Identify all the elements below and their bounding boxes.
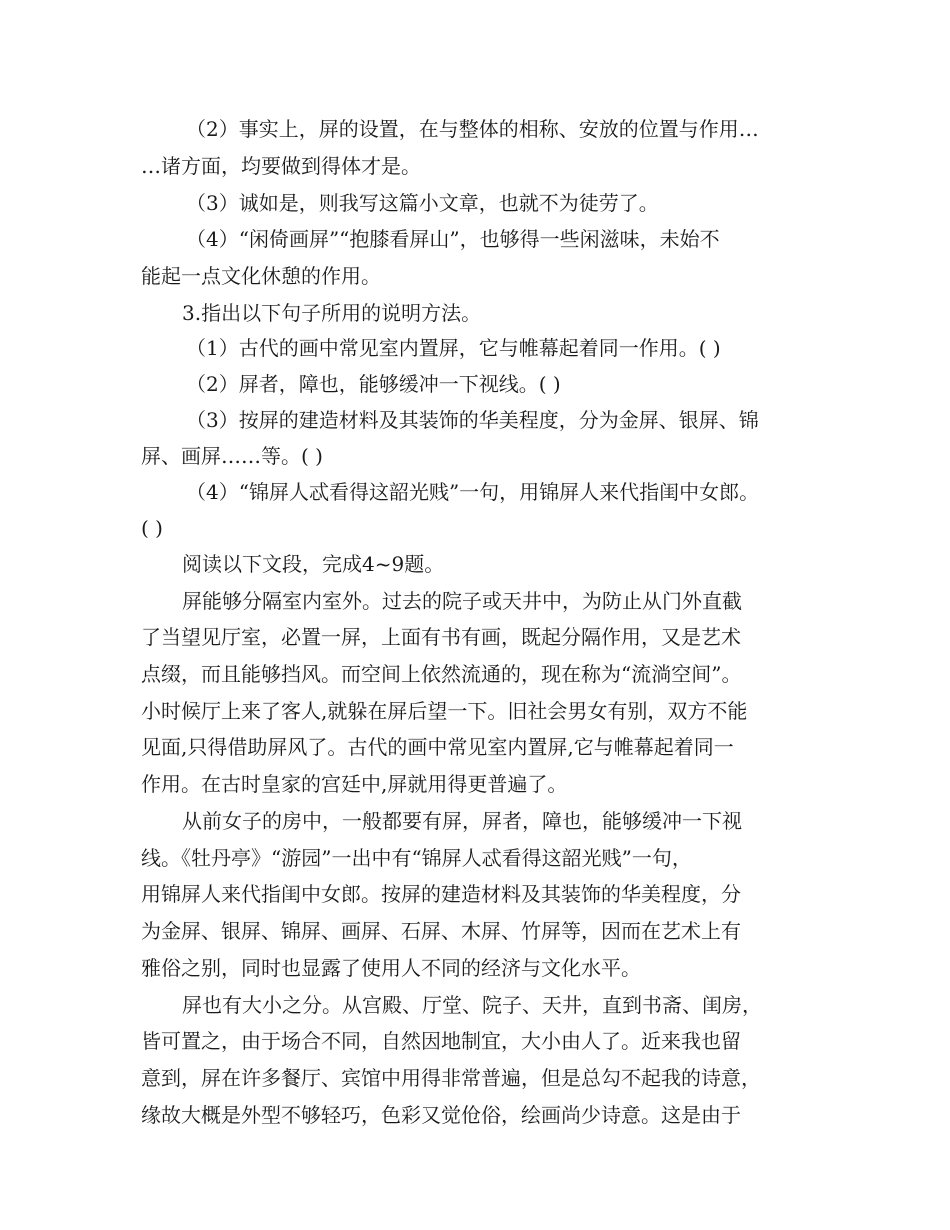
text-line: （4）“闲倚画屏”“抱膝看屏山”，也够得一些闲滋味，未始不 [186,227,720,251]
paragraph-line: 皆可置之，由于场合不同，自然因地制宜，大小由人了。近来我也留 [141,1029,741,1053]
paragraph-line: 意到，屏在许多餐厅、宾馆中用得非常普遍，但是总勾不起我的诗意， [141,1066,761,1090]
text-line: 能起一点文化休憩的作用。 [141,264,381,288]
paragraph-line: 为金屏、银屏、锦屏、画屏、石屏、木屏、竹屏等，因而在艺术上有 [141,919,741,943]
paragraph-line: 屏能够分隔室内室外。过去的院子或天井中，为防止从门外直截 [182,589,742,613]
reading-instruction: 阅读以下文段，完成4~9题。 [182,552,445,576]
paragraph-line: 缘故大概是外型不够轻巧，色彩又觉伧俗，绘画尚少诗意。这是由于 [141,1103,741,1127]
text-line: （1）古代的画中常见室内置屏，它与帷幕起着同一作用。( ) [186,336,721,360]
paragraph-line: 了当望见厅室，必置一屏，上面有书有画，既起分隔作用，又是艺术 [141,625,741,649]
paragraph-line: 见面,只得借助屏风了。古代的画中常见室内置屏,它与帷幕起着同一 [141,735,734,759]
paragraph-line: 线。《牡丹亭》“游园”一出中有“锦屏人忒看得这韶光贱”一句， [141,846,692,870]
text-line: （3）按屏的建造材料及其装饰的华美程度，分为金屏、银屏、锦 [186,408,759,432]
question-heading: 3.指出以下句子所用的说明方法。 [182,301,482,325]
text-line: ( ) [141,516,163,540]
text-line: 屏、画屏……等。( ) [141,444,323,468]
paragraph-line: 雅俗之别，同时也显露了使用人不同的经济与文化水平。 [141,956,641,980]
paragraph-line: 屏也有大小之分。从宫殿、厅堂、院子、天井，直到书斋、闺房， [182,993,762,1017]
paragraph-line: 用锦屏人来代指闺中女郎。按屏的建造材料及其装饰的华美程度，分 [141,882,741,906]
text-line: （3）诚如是，则我写这篇小文章，也就不为徒劳了。 [186,191,659,215]
text-line: （4）“锦屏人忒看得这韶光贱”一句，用锦屏人来代指闺中女郎。 [186,480,760,504]
paragraph-line: 作用。在古时皇家的宫廷中,屏就用得更普遍了。 [141,772,568,796]
text-line: …诸方面，均要做到得体才是。 [141,154,421,178]
paragraph-line: 从前女子的房中，一般都要有屏，屏者，障也，能够缓冲一下视 [182,809,742,833]
text-line: （2）屏者，障也，能够缓冲一下视线。( ) [186,372,561,396]
paragraph-line: 小时候厅上来了客人,就躲在屏后望一下。旧社会男女有别，双方不能 [141,699,748,723]
text-line: （2）事实上，屏的设置，在与整体的相称、安放的位置与作用… [186,117,759,141]
paragraph-line: 点缀，而且能够挡风。而空间上依然流通的，现在称为“流淌空间”。 [141,662,742,686]
